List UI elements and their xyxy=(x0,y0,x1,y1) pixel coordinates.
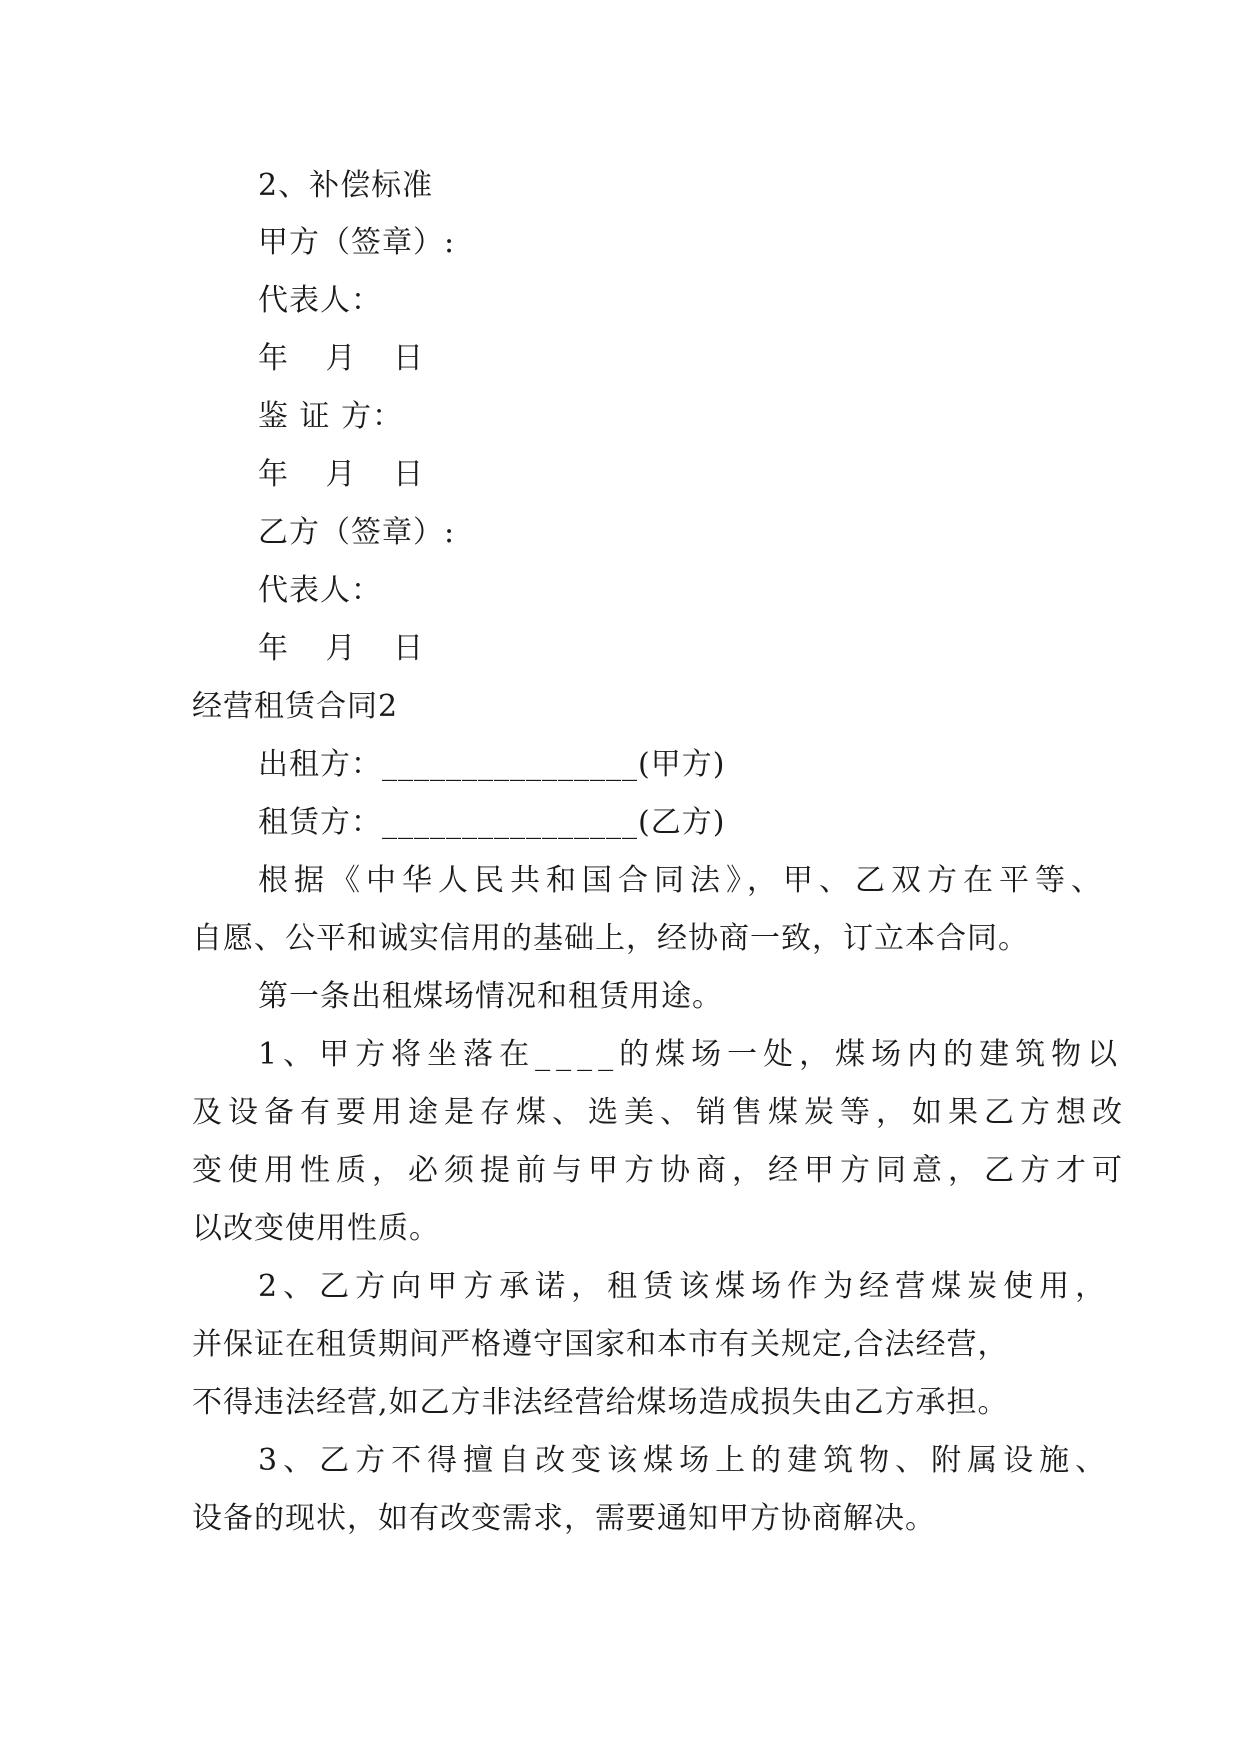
section-heading-compensation-standard: 2、补偿标准 xyxy=(258,168,434,203)
clause-2-line-2: 并保证在租赁期间严格遵守国家和本市有关规定,合法经营， xyxy=(192,1327,1009,1362)
clause-3-line-2: 设备的现状，如有改变需求，需要通知甲方协商解决。 xyxy=(192,1501,936,1536)
lessee-line: 租赁方：________________(乙方) xyxy=(258,805,726,840)
clause-3-line-1: 3、乙方不得擅自改变该煤场上的建筑物、附属设施、 xyxy=(258,1443,1112,1478)
contract-title: 经营租赁合同2 xyxy=(192,689,399,724)
witness-date-label: 年 月 日 xyxy=(258,457,438,492)
clause-2-line-1: 2、乙方向甲方承诺，租赁该煤场作为经营煤炭使用， xyxy=(258,1269,1112,1304)
clause-1-line-1: 1、甲方将坐落在____的煤场一处，煤场内的建筑物以 xyxy=(258,1037,1124,1072)
witness-label: 鉴 证 方： xyxy=(258,399,404,434)
clause-1-line-4: 以改变使用性质。 xyxy=(192,1211,440,1246)
party-b-representative-label: 代表人： xyxy=(258,573,382,608)
preamble-line-2: 自愿、公平和诚实信用的基础上，经协商一致，订立本合同。 xyxy=(192,921,1029,956)
party-b-signature-label: 乙方（签章）: xyxy=(258,515,456,550)
party-a-signature-label: 甲方（签章）: xyxy=(258,225,456,260)
party-a-date-label: 年 月 日 xyxy=(258,341,438,376)
clause-1-line-2: 及设备有要用途是存煤、选美、销售煤炭等，如果乙方想改 xyxy=(192,1095,1128,1130)
lessor-line: 出租方：________________(甲方) xyxy=(258,747,726,782)
clause-1-line-3: 变使用性质，必须提前与甲方协商，经甲方同意，乙方才可 xyxy=(192,1153,1128,1188)
clause-2-line-3: 不得违法经营,如乙方非法经营给煤场造成损失由乙方承担。 xyxy=(192,1385,1009,1420)
article-one-heading: 第一条出租煤场情况和租赁用途。 xyxy=(258,979,723,1014)
preamble-line-1: 根据《中华人民共和国合同法》，甲、乙双方在平等、 xyxy=(258,863,1107,898)
party-a-representative-label: 代表人： xyxy=(258,283,382,318)
party-b-date-label: 年 月 日 xyxy=(258,631,438,666)
